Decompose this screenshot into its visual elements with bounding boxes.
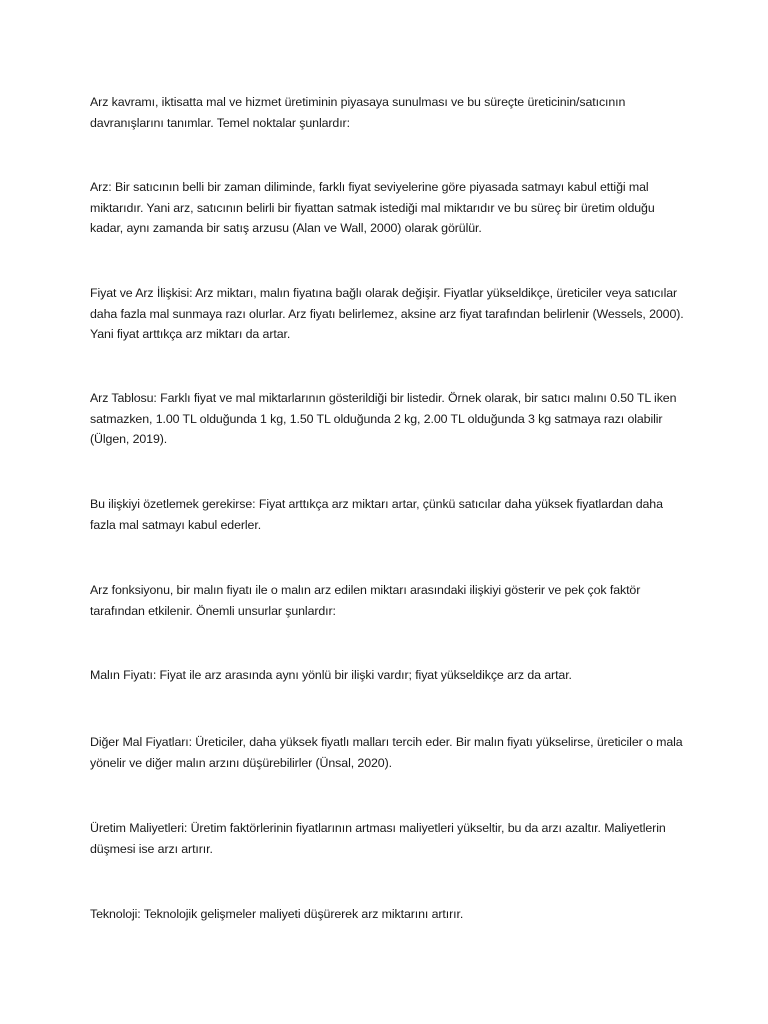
paragraph-summary: Bu ilişkiyi özetlemek gerekirse: Fiyat arttıkça arz miktarı artar, çünkü satıcılar daha yüksek fiyatlardan daha fazla mal satmayı kabul ederler. bbox=[90, 497, 663, 532]
paragraph-supply-table: Arz Tablosu: Farklı fiyat ve mal miktarlarının gösterildiği bir listedir. Örnek olarak, bir satıcı malını 0.50 TL iken satmazken, 1.00 TL olduğunda 1 kg, 1.50 TL olduğunda 2 kg, 2.00 TL olduğunda 3 kg satmaya razı olabilir (Ülgen, 2019). bbox=[90, 391, 677, 447]
paragraph-arz-definition: Arz: Bir satıcının belli bir zaman diliminde, farklı fiyat seviyelerine göre piyasada satmayı kabul ettiği mal miktarıdır. Yani arz, satıcının belirli bir fiyattan satmak istediği mal miktarıdır ve bu süreç bir üretim olduğu kadar, aynı zamanda bir satış arzusu (Alan ve Wall, 2000) olarak görülür. bbox=[90, 180, 655, 236]
paragraph-goods-price: Malın Fiyatı: Fiyat ile arz arasında aynı yönlü bir ilişki vardır; fiyat yükseldikçe arz da artar. bbox=[90, 668, 572, 682]
paragraph-supply-function: Arz fonksiyonu, bir malın fiyatı ile o malın arz edilen miktarı arasındaki ilişkiyi gösterir ve pek çok faktör tarafından etkilenir. Önemli unsurlar şunlardır: bbox=[90, 583, 641, 618]
paragraph-technology: Teknoloji: Teknolojik gelişmeler maliyeti düşürerek arz miktarını artırır. bbox=[90, 907, 464, 921]
paragraph-production-costs: Üretim Maliyetleri: Üretim faktörlerinin fiyatlarının artması maliyetleri yükseltir, bu da arzı azaltır. Maliyetlerin düşmesi ise arzı artırır. bbox=[90, 821, 666, 856]
paragraph-price-supply-relation: Fiyat ve Arz İlişkisi: Arz miktarı, malın fiyatına bağlı olarak değişir. Fiyatlar yükseldikçe, üreticiler veya satıcılar daha fazla mal sunmaya razı olurlar. Arz fiyatı belirlemez, aksine arz fiyat tarafından belirlenir (Wessels, 2000). Yani fiyat arttıkça arz miktarı da artar. bbox=[90, 286, 684, 342]
paragraph-other-goods-prices: Diğer Mal Fiyatları: Üreticiler, daha yüksek fiyatlı malları tercih eder. Bir malın fiyatı yükselirse, üreticiler o mala yönelir ve diğer malın arzını düşürebilirler (Ünsal, 2020). bbox=[90, 735, 683, 770]
paragraph-intro: Arz kavramı, iktisatta mal ve hizmet üretiminin piyasaya sunulması ve bu süreçte üreticinin/satıcının davranışlarını tanımlar. Temel noktalar şunlardır: bbox=[90, 95, 626, 130]
